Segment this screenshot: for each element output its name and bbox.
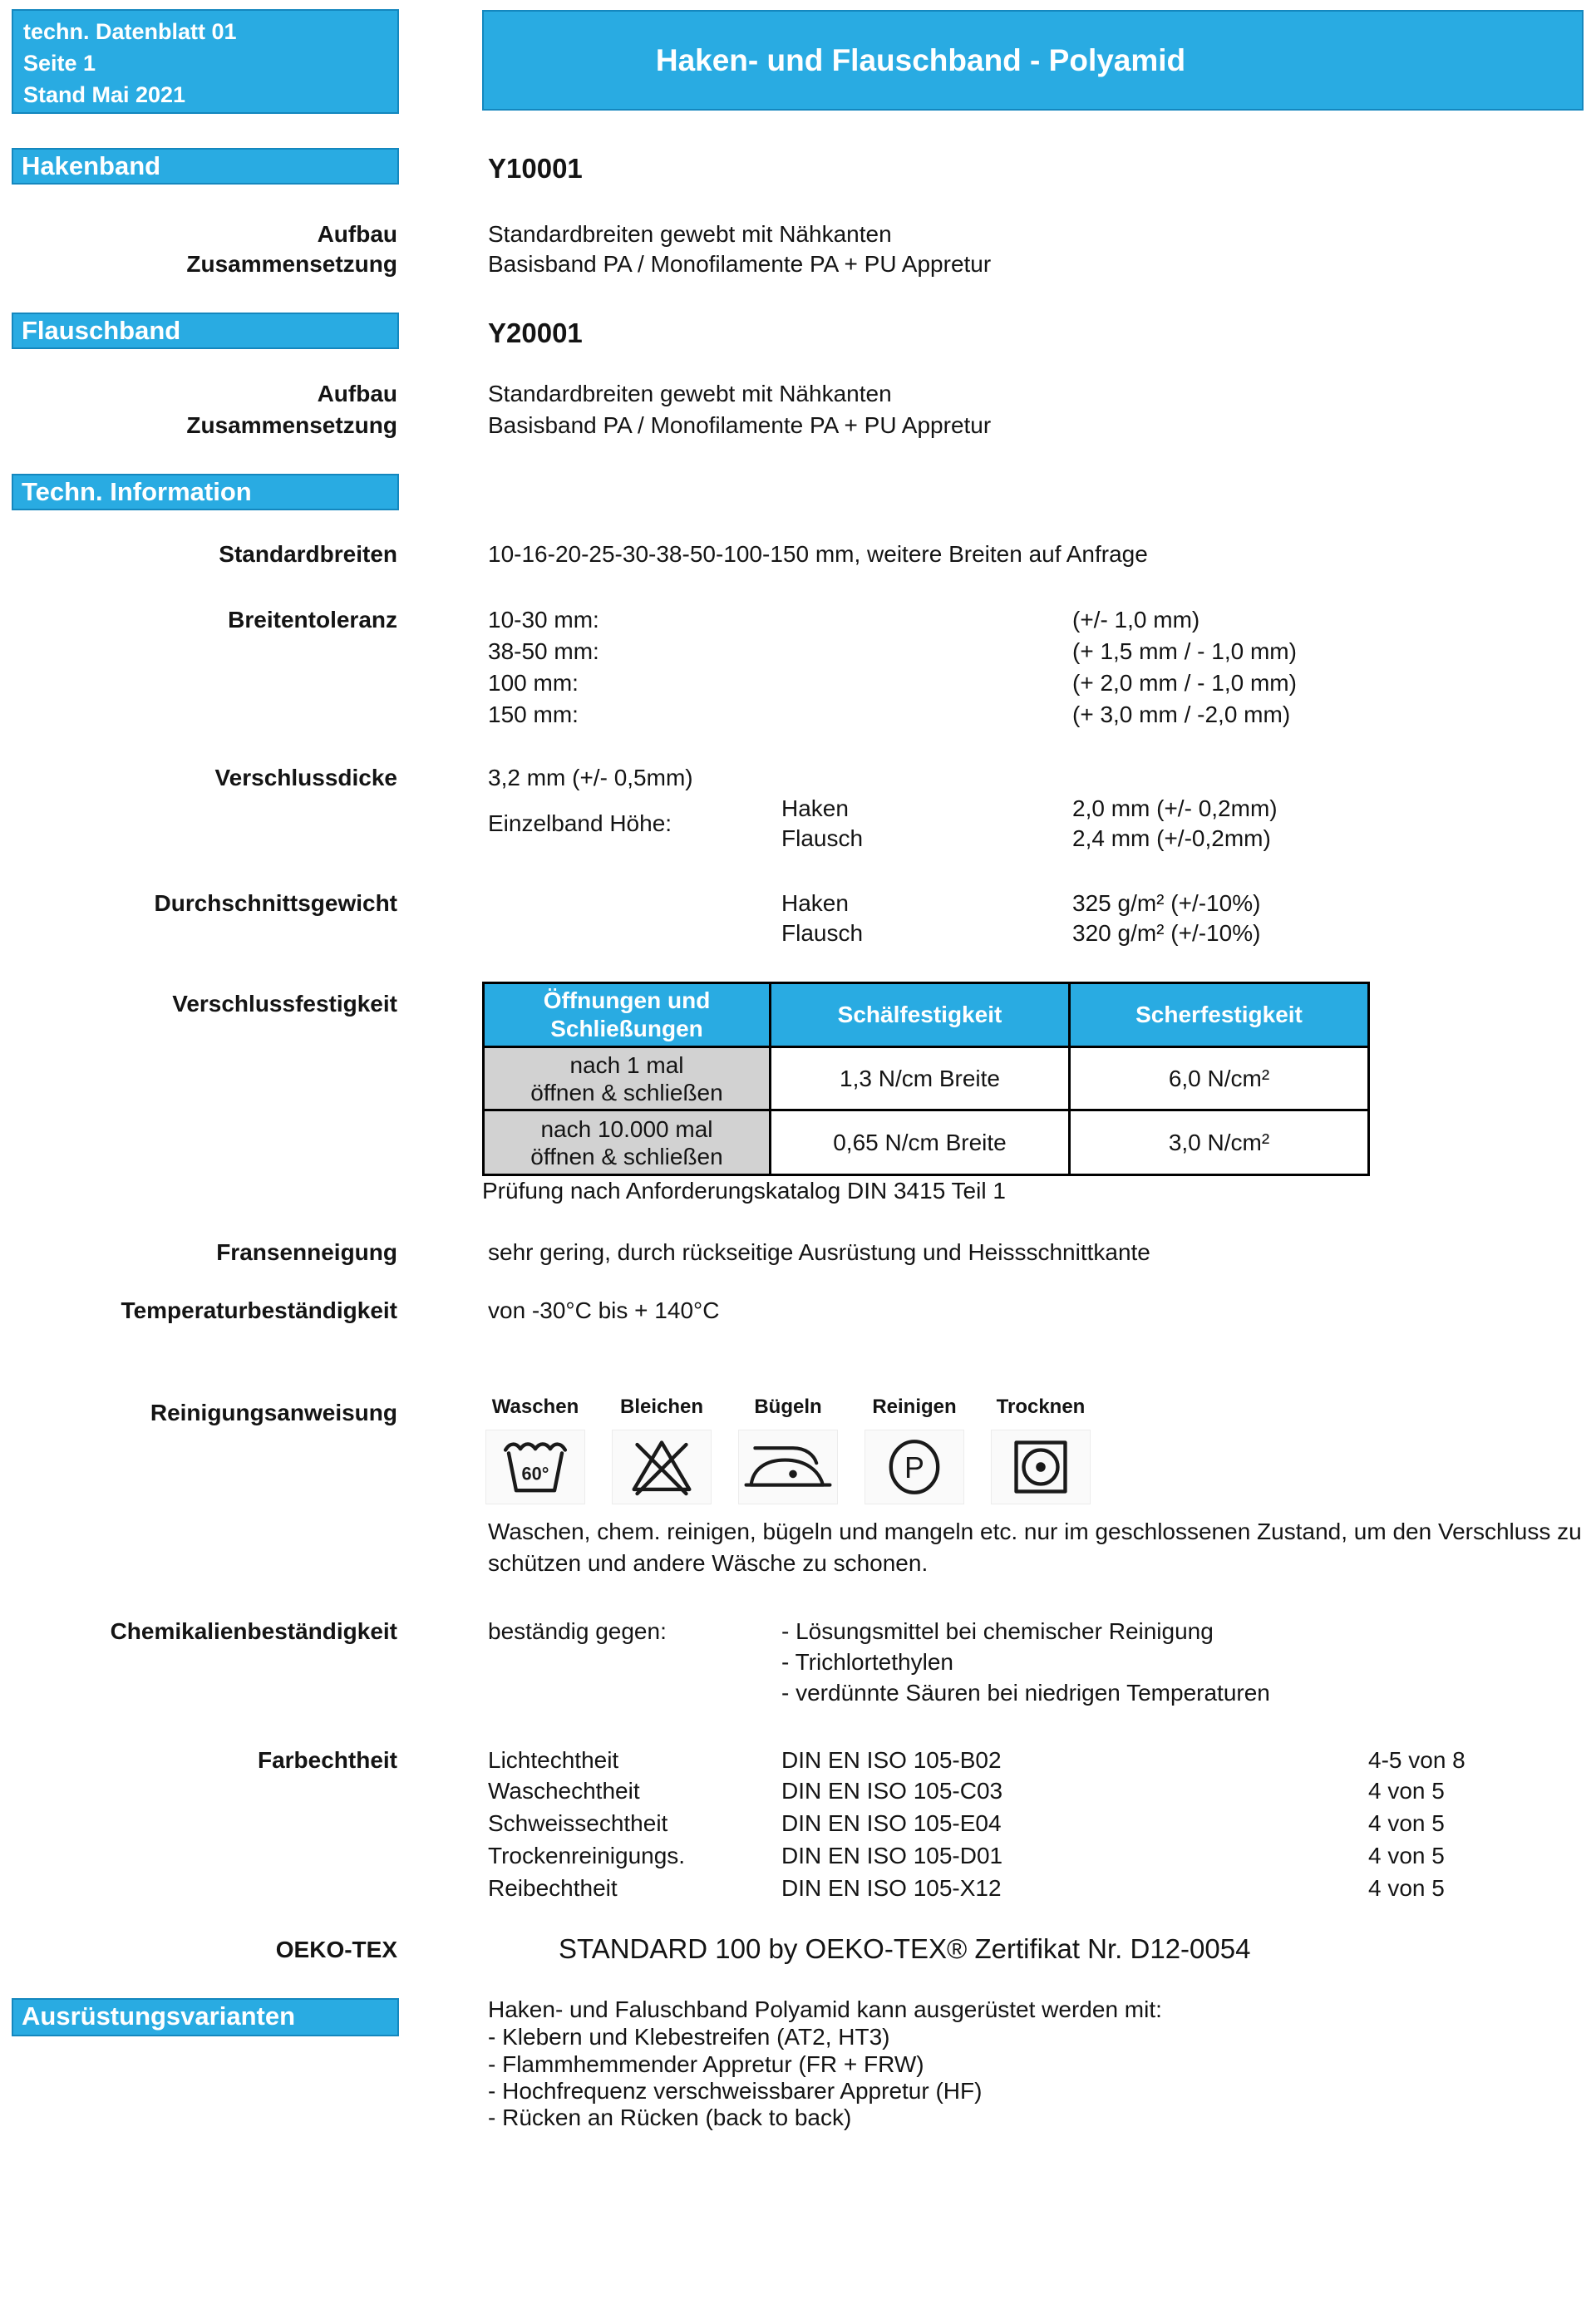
hakenband-zusammensetzung-label: Zusammensetzung <box>186 251 397 277</box>
farbechtheit-norm: DIN EN ISO 105-X12 <box>781 1875 1002 1901</box>
toleranz-range: 100 mm: <box>488 670 579 696</box>
gewicht-haken-name: Haken <box>781 890 849 916</box>
section-techn-information: Techn. Information <box>12 474 399 510</box>
care-symbols-row <box>485 1395 1091 1504</box>
einzelband-haken-value: 2,0 mm (+/- 0,2mm) <box>1072 795 1278 821</box>
dry-clean-p-icon <box>864 1430 964 1504</box>
farbechtheit-rating: 4 von 5 <box>1368 1810 1445 1836</box>
toleranz-value: (+ 1,5 mm / - 1,0 mm) <box>1072 638 1297 664</box>
farbechtheit-rating: 4-5 von 8 <box>1368 1747 1465 1773</box>
table-header-cycles: Öffnungen und Schließungen <box>484 983 771 1047</box>
chemie-item: - Lösungsmittel bei chemischer Reinigung <box>781 1618 1214 1644</box>
hakenband-aufbau-label: Aufbau <box>317 221 397 247</box>
farbechtheit-name: Waschechtheit <box>488 1778 640 1804</box>
toleranz-value: (+ 3,0 mm / -2,0 mm) <box>1072 702 1291 727</box>
farbechtheit-name: Lichtechtheit <box>488 1747 619 1773</box>
ausruestung-intro: Haken- und Faluschband Polyamid kann ausgerüstet werden mit: <box>488 1996 1162 2022</box>
farbechtheit-norm: DIN EN ISO 105-E04 <box>781 1810 1002 1836</box>
table-header-schaelfestigkeit: Schälfestigkeit <box>771 983 1070 1047</box>
verschlussdicke-label: Verschlussdicke <box>214 765 397 790</box>
table-cell-scher: 6,0 N/cm² <box>1070 1047 1369 1110</box>
temperaturbestaendigkeit-value: von -30°C bis + 140°C <box>488 1297 720 1323</box>
care-symbol-label: Waschen <box>491 1396 579 1418</box>
table-cell-cycles <box>484 1047 771 1110</box>
farbechtheit-rating: 4 von 5 <box>1368 1778 1445 1804</box>
fransenneigung-value: sehr gering, durch rückseitige Ausrüstung und Heissschnittkante <box>488 1239 1150 1265</box>
standardbreiten-label: Standardbreiten <box>219 541 397 567</box>
ausruestung-item: - Klebern und Klebestreifen (AT2, HT3) <box>488 2024 890 2050</box>
ausruestung-item: - Rücken an Rücken (back to back) <box>488 2105 852 2130</box>
svg-text:P: P <box>904 1450 924 1484</box>
iron-one-dot-icon <box>738 1430 838 1504</box>
chemie-item: - Trichlortethylen <box>781 1649 953 1675</box>
farbechtheit-label: Farbechtheit <box>257 1747 397 1773</box>
farbechtheit-rating: 4 von 5 <box>1368 1843 1445 1868</box>
toleranz-value: (+ 2,0 mm / - 1,0 mm) <box>1072 670 1297 696</box>
care-symbol-bleichen <box>612 1395 712 1504</box>
table-cell-cycles <box>484 1110 771 1175</box>
section-ausruestungsvarianten: Ausrüstungsvarianten <box>12 1998 399 2036</box>
do-not-bleach-icon <box>612 1430 712 1504</box>
care-symbol-buegeln <box>738 1395 838 1504</box>
doc-info-line: Stand Mai 2021 <box>23 82 186 107</box>
flauschband-zusammensetzung-label: Zusammensetzung <box>186 412 397 438</box>
cycles-line1: nach 10.000 mal <box>540 1115 713 1142</box>
chemie-prefix: beständig gegen: <box>488 1618 667 1644</box>
chemikalienbestaendigkeit-label: Chemikalienbeständigkeit <box>110 1618 397 1644</box>
toleranz-range: 150 mm: <box>488 702 579 727</box>
cycles-line2: öffnen & schließen <box>530 1079 723 1105</box>
hakenband-zusammensetzung-value: Basisband PA / Monofilamente PA + PU Appretur <box>488 251 992 277</box>
farbechtheit-norm: DIN EN ISO 105-D01 <box>781 1843 1003 1868</box>
gewicht-flausch-value: 320 g/m² (+/-10%) <box>1072 920 1261 946</box>
temperaturbestaendigkeit-label: Temperaturbeständigkeit <box>121 1297 397 1323</box>
gewicht-haken-value: 325 g/m² (+/-10%) <box>1072 890 1261 916</box>
care-symbol-waschen <box>485 1395 585 1504</box>
toleranz-value: (+/- 1,0 mm) <box>1072 607 1200 633</box>
einzelband-flausch-value: 2,4 mm (+/-0,2mm) <box>1072 825 1271 851</box>
flauschband-aufbau-value: Standardbreiten gewebt mit Nähkanten <box>488 381 892 406</box>
table-cell-scher: 3,0 N/cm² <box>1070 1110 1369 1175</box>
table-header-scherfestigkeit: Scherfestigkeit <box>1070 983 1369 1047</box>
ausruestung-item: - Hochfrequenz verschweissbarer Appretur (HF) <box>488 2078 983 2104</box>
gewicht-flausch-name: Flausch <box>781 920 864 946</box>
farbechtheit-norm: DIN EN ISO 105-C03 <box>781 1778 1003 1804</box>
toleranz-range: 38-50 mm: <box>488 638 599 664</box>
care-note-line2: schützen und andere Wäsche zu schonen. <box>488 1550 929 1576</box>
breitentoleranz-label: Breitentoleranz <box>228 607 397 633</box>
verschlussfestigkeit-table <box>482 982 1370 1176</box>
doc-info-line: techn. Datenblatt 01 <box>23 19 237 44</box>
einzelband-hoehe-label: Einzelband Höhe: <box>488 810 672 836</box>
cycles-line1: nach 1 mal <box>569 1051 684 1078</box>
oeko-tex-label: OEKO-TEX <box>275 1937 397 1962</box>
farbechtheit-name: Trockenreinigungs. <box>488 1843 686 1868</box>
hakenband-aufbau-value: Standardbreiten gewebt mit Nähkanten <box>488 221 892 247</box>
section-hakenband: Hakenband <box>12 148 399 185</box>
table-cell-schael: 0,65 N/cm Breite <box>771 1110 1070 1175</box>
reinigungsanweisung-label: Reinigungsanweisung <box>150 1400 397 1425</box>
svg-text:60°: 60° <box>521 1463 549 1484</box>
cycles-line2: öffnen & schließen <box>530 1143 723 1169</box>
wash-tub-60-icon <box>485 1430 585 1504</box>
einzelband-flausch-name: Flausch <box>781 825 864 851</box>
care-note-line1: Waschen, chem. reinigen, bügeln und mangeln etc. nur im geschlossenen Zustand, um den Verschluss zu <box>488 1519 1582 1544</box>
table-note: Prüfung nach Anforderungskatalog DIN 3415 Teil 1 <box>482 1178 1006 1204</box>
hakenband-code: Y10001 <box>488 153 583 184</box>
einzelband-haken-name: Haken <box>781 795 849 821</box>
page-title: Haken- und Flauschband - Polyamid <box>655 43 1186 77</box>
fransenneigung-label: Fransenneigung <box>216 1239 397 1265</box>
care-symbol-label: Bügeln <box>754 1396 822 1418</box>
flauschband-zusammensetzung-value: Basisband PA / Monofilamente PA + PU Appretur <box>488 412 992 438</box>
oeko-tex-value: STANDARD 100 by OEKO-TEX® Zertifikat Nr. D12-0054 <box>559 1933 1251 1964</box>
doc-info-line: Seite 1 <box>23 51 96 76</box>
durchschnittsgewicht-label: Durchschnittsgewicht <box>154 890 397 916</box>
title-bar <box>482 10 1584 111</box>
care-symbol-label: Trocknen <box>996 1396 1086 1418</box>
farbechtheit-name: Schweissechtheit <box>488 1810 668 1836</box>
toleranz-range: 10-30 mm: <box>488 607 599 633</box>
chemie-item: - verdünnte Säuren bei niedrigen Temperaturen <box>781 1680 1270 1706</box>
farbechtheit-name: Reibechtheit <box>488 1875 618 1901</box>
verschlussdicke-value: 3,2 mm (+/- 0,5mm) <box>488 765 693 790</box>
table-cell-schael: 1,3 N/cm Breite <box>771 1047 1070 1110</box>
farbechtheit-norm: DIN EN ISO 105-B02 <box>781 1747 1002 1773</box>
flauschband-code: Y20001 <box>488 318 583 348</box>
standardbreiten-value: 10-16-20-25-30-38-50-100-150 mm, weitere Breiten auf Anfrage <box>488 541 1148 567</box>
section-flauschband: Flauschband <box>12 313 399 349</box>
care-symbol-label: Bleichen <box>619 1396 704 1418</box>
care-symbol-label: Reinigen <box>872 1396 957 1418</box>
doc-info-box <box>12 9 399 114</box>
flauschband-aufbau-label: Aufbau <box>317 381 397 406</box>
farbechtheit-rating: 4 von 5 <box>1368 1875 1445 1901</box>
ausruestung-item: - Flammhemmender Appretur (FR + FRW) <box>488 2051 924 2077</box>
tumble-dry-dot-icon <box>991 1430 1091 1504</box>
care-symbol-reinigen <box>864 1395 964 1504</box>
care-symbol-trocknen <box>991 1395 1091 1504</box>
verschlussfestigkeit-label: Verschlussfestigkeit <box>172 991 397 1017</box>
